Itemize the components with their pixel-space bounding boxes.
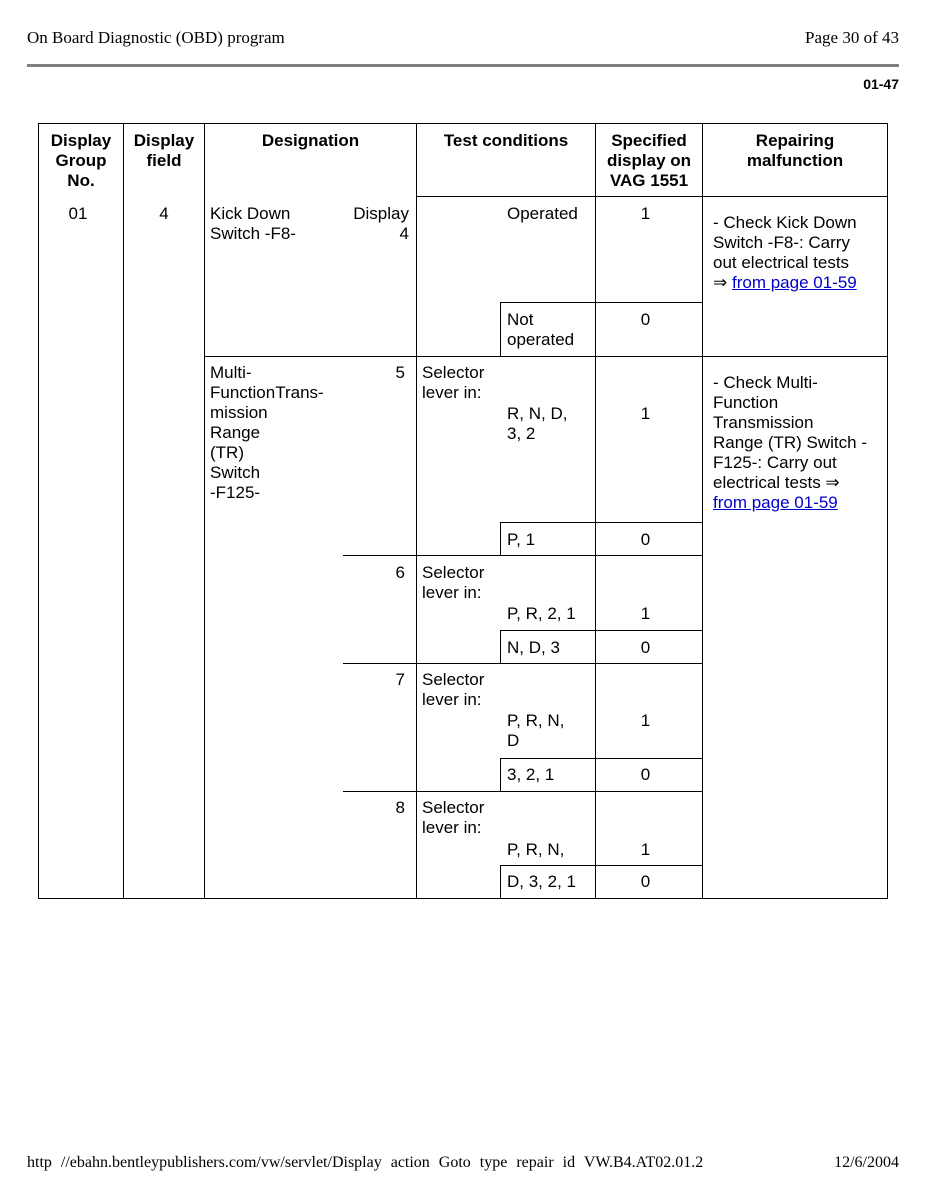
row-divider [343, 791, 703, 792]
row-divider [204, 356, 888, 357]
column-divider [500, 865, 501, 899]
specified-value: 1 [640, 404, 651, 423]
column-divider [500, 302, 501, 356]
selector-lever-label: Selector lever in: [422, 363, 485, 402]
section-code: 01-47 [863, 76, 899, 92]
row-divider [500, 758, 703, 759]
display-number-8: 8 [395, 798, 405, 817]
display-number-4: Display 4 [353, 204, 409, 243]
header-test-conditions: Test conditions [443, 131, 569, 150]
column-divider [204, 123, 205, 899]
condition-position: D, 3, 2, 1 [507, 872, 576, 891]
condition-position: N, D, 3 [507, 638, 560, 657]
table-border-right [887, 123, 888, 899]
display-number-5: 5 [395, 363, 405, 382]
selector-lever-label: Selector lever in: [422, 563, 485, 602]
specified-value: 0 [640, 765, 651, 784]
repair-kick-down: - Check Kick Down Switch -F8-: Carry out electrical tests ⇒ from page 01-59 [713, 213, 857, 292]
column-divider [500, 630, 501, 663]
header-designation: Designation [261, 131, 360, 150]
specified-value: 1 [640, 204, 651, 223]
table-border-left [38, 123, 39, 899]
condition-position: P, 1 [507, 530, 536, 549]
header-display-group: Display Group No. [50, 131, 112, 190]
header-row-divider [416, 196, 888, 197]
footer-url: http //ebahn.bentleypublishers.com/vw/servlet/Display action Goto type repair id VW.B4.AT02.01.2 [27, 1154, 704, 1171]
condition-operated: Operated [507, 204, 578, 223]
condition-position: R, N, D, 3, 2 [507, 404, 568, 443]
row-divider [500, 522, 703, 523]
condition-position: P, R, 2, 1 [507, 604, 576, 623]
specified-value: 0 [640, 872, 651, 891]
specified-value: 0 [640, 310, 651, 329]
column-divider [702, 123, 703, 899]
header-display-field: Display field [133, 131, 195, 170]
display-field-number: 4 [159, 204, 169, 223]
column-divider [500, 522, 501, 555]
footer-date: 12/6/2004 [834, 1154, 899, 1171]
arrow-right-icon: ⇒ [713, 273, 728, 292]
display-number-6: 6 [395, 563, 405, 582]
specified-value: 1 [640, 840, 651, 859]
condition-position: P, R, N, [507, 840, 565, 859]
document-title: On Board Diagnostic (OBD) program [27, 28, 285, 47]
row-divider [500, 865, 703, 866]
specified-value: 1 [640, 711, 651, 730]
designation-mftr-switch: Multi- FunctionTrans- mission Range (TR) Switch -F125- [210, 363, 324, 502]
row-divider [343, 555, 703, 556]
display-number-7: 7 [395, 670, 405, 689]
selector-lever-label: Selector lever in: [422, 670, 485, 709]
repair-mftr-switch: - Check Multi- Function Transmission Range (TR) Switch - F125-: Carry out electrical tests ⇒ from page 01-59 [713, 373, 867, 512]
row-divider [500, 630, 703, 631]
row-divider [500, 302, 703, 303]
condition-position: P, R, N, D [507, 711, 565, 750]
specified-value: 0 [640, 530, 651, 549]
header-specified-display: Specified display on VAG 1551 [606, 131, 692, 190]
row-divider [343, 663, 703, 664]
link-page-01-59[interactable]: from page 01-59 [731, 273, 857, 292]
column-divider [500, 758, 501, 791]
table-border-bottom [38, 898, 888, 899]
link-page-01-59[interactable]: from page 01-59 [713, 493, 838, 512]
table-border-top [38, 123, 888, 124]
column-divider [123, 123, 124, 899]
column-divider [416, 123, 417, 899]
condition-position: 3, 2, 1 [507, 765, 555, 784]
header-repairing-malfunction: Repairing malfunction [746, 131, 844, 170]
display-group-number: 01 [68, 204, 88, 223]
condition-not-operated: Not operated [507, 310, 575, 349]
diagnostic-table [38, 123, 888, 899]
designation-kick-down: Kick Down Switch -F8- [210, 204, 296, 243]
header-divider [27, 64, 899, 67]
selector-lever-label: Selector lever in: [422, 798, 485, 837]
specified-value: 0 [640, 638, 651, 657]
specified-value: 1 [640, 604, 651, 623]
page-number: Page 30 of 43 [805, 28, 899, 47]
